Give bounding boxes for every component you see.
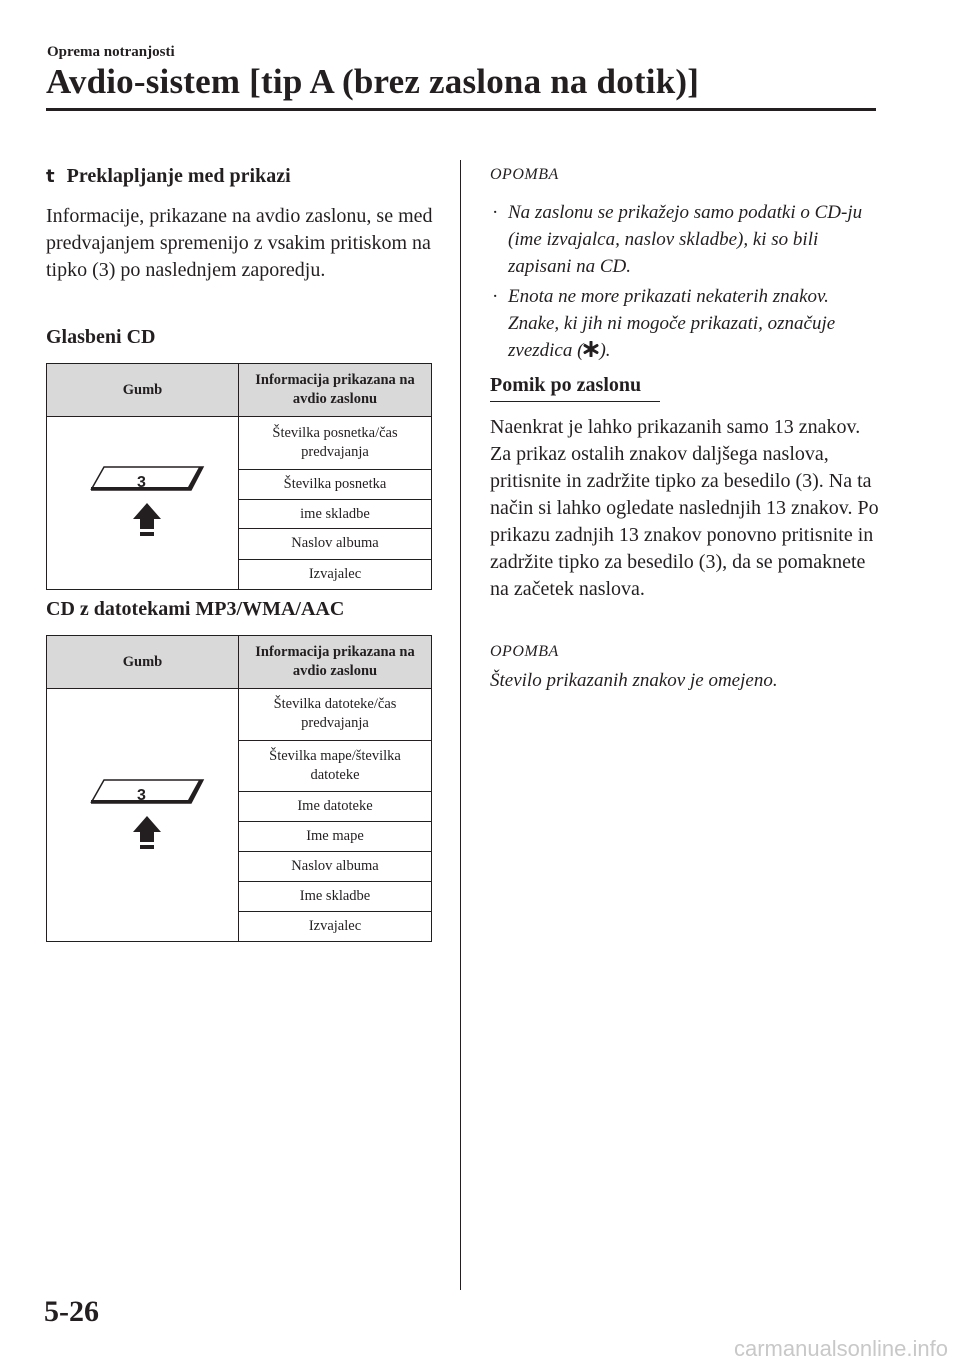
table-row: Izvajalec — [239, 559, 432, 589]
breadcrumb: Oprema notranjosti — [47, 44, 175, 60]
intro-paragraph: Informacije, prikazane na avdio zaslonu, se med predvajanjem spremenijo z vsakim pritiskom na tipko (3) po naslednjem zaporedju. — [46, 205, 433, 281]
watermark: carmanualsonline.info — [733, 1336, 948, 1361]
pomik-underline — [490, 401, 660, 402]
button-label: 3 — [137, 474, 146, 491]
table-row: Številka posnetka/čas predvajanja — [239, 417, 432, 470]
table-header-info: Informacija prikazana na avdio zaslonu — [239, 636, 432, 689]
table-row: Naslov albuma — [239, 529, 432, 559]
section-title: Preklapljanje med prikazi — [66, 165, 291, 187]
music-cd-table — [46, 363, 432, 590]
column-divider — [460, 160, 461, 1290]
list-item — [490, 199, 880, 280]
bullet-icon: · — [492, 202, 499, 223]
table-row: Izvajalec — [239, 911, 432, 941]
asterisk-icon — [583, 341, 599, 357]
title-rule — [46, 108, 876, 111]
table-row: Ime mape — [239, 821, 432, 851]
button-illustration-cell — [47, 417, 239, 590]
table-row: Ime skladbe — [239, 882, 432, 911]
page-title: Avdio-sistem [tip A (brez zaslona na dotik)] — [46, 62, 700, 101]
bullet-icon: · — [492, 286, 499, 307]
button-illustration-cell — [47, 689, 239, 942]
table-header-button: Gumb — [47, 364, 239, 417]
table-row: ime skladbe — [239, 499, 432, 528]
note-text: Število prikazanih znakov je omejeno. — [490, 670, 778, 691]
button-label: 3 — [137, 787, 146, 804]
table2-heading: CD z datotekami MP3/WMA/AAC — [46, 598, 345, 620]
page-number: 5-26 — [44, 1295, 99, 1328]
text-button-3-icon — [51, 417, 234, 583]
table-row: Številka posnetka — [239, 469, 432, 499]
mp3-cd-table — [46, 635, 432, 942]
table1-heading: Glasbeni CD — [46, 326, 156, 348]
note-text: Enota ne more prikazati nekaterih znakov. Znake, ki jih ni mogoče prikazati, označuje zvezdica ( — [508, 286, 836, 361]
table-header-info: Informacija prikazana na avdio zaslonu — [239, 364, 432, 417]
pomik-heading: Pomik po zaslonu — [490, 374, 642, 396]
note-list — [490, 199, 880, 367]
section-heading — [46, 165, 291, 188]
pomik-paragraph: Naenkrat je lahko prikazanih samo 13 znakov. Za prikaz ostalih znakov daljšega naslova, pritisnite in zadržite tipko za besedilo (3). Na ta način si lahko ogledate naslednjih 13 znakov. Po prikazu zadnjih 13 znakov ponovno pritisnite in zadržite tipko za besedilo (3), da se pomaknete na začetek naslova. — [490, 416, 879, 600]
table-header-button: Gumb — [47, 636, 239, 689]
note-label: OPOMBA — [490, 166, 559, 183]
text-button-3-icon — [51, 689, 234, 935]
note-label: OPOMBA — [490, 643, 559, 660]
note-text: Na zaslonu se prikažejo samo podatki o CD-ju (ime izvajalca, naslov skladbe), ki so bili zapisani na CD. — [508, 202, 863, 277]
table-row: Številka datoteke/čas predvajanja — [239, 689, 432, 741]
list-item — [490, 283, 880, 364]
table-row: Številka mape/številka datoteke — [239, 740, 432, 792]
table-row: Ime datoteke — [239, 792, 432, 821]
section-marker-icon: t — [46, 166, 55, 187]
table-row: Naslov albuma — [239, 851, 432, 881]
note-text-suffix: ). — [599, 340, 611, 361]
